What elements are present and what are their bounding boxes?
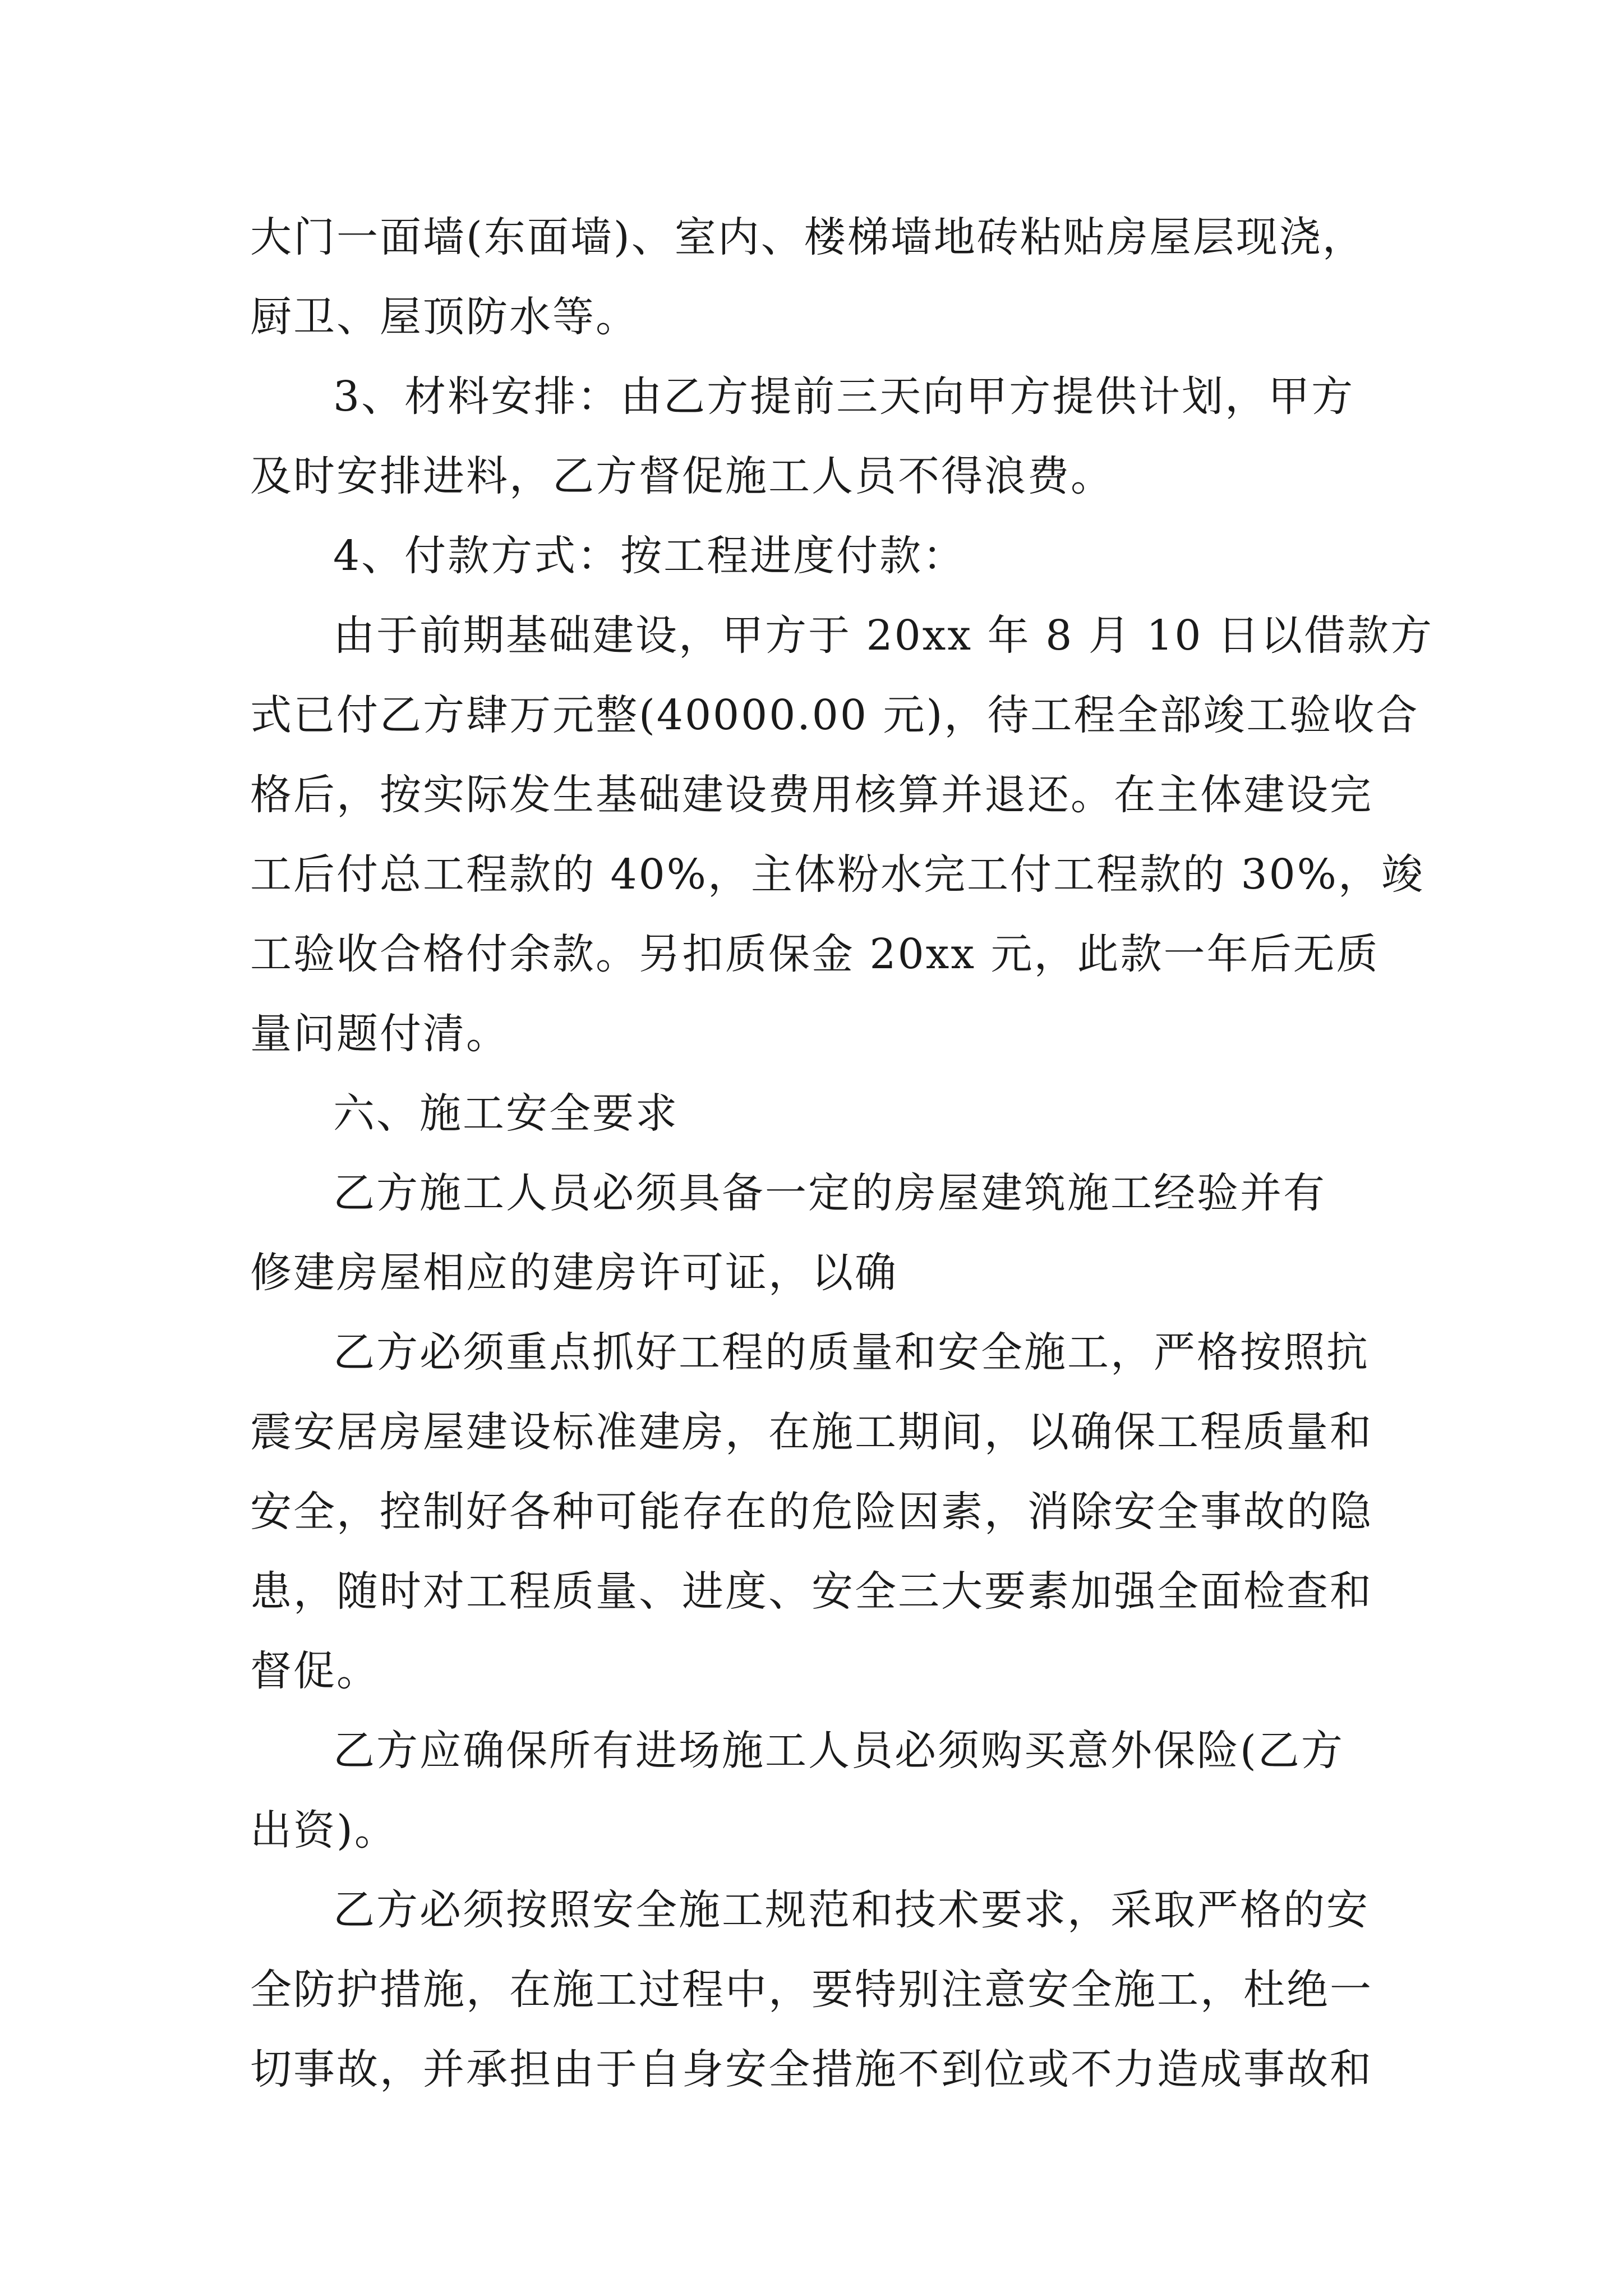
contract-body-text [250, 197, 1434, 2109]
text-line: 患，随时对工程质量、进度、安全三大要素加强全面检查和 [250, 1567, 1373, 1616]
text-line: 及时安排进料，乙方督促施工人员不得浪费。 [250, 452, 1114, 500]
text-line: 4、付款方式：按工程进度付款： [333, 532, 966, 580]
text-line: 乙方施工人员必须具备一定的房屋建筑施工经验并有 [333, 1169, 1326, 1217]
text-line: 乙方必须重点抓好工程的质量和安全施工，严格按照抗 [333, 1328, 1370, 1377]
text-line: 3、材料安排：由乙方提前三天向甲方提供计划，甲方 [333, 372, 1355, 421]
section-heading: 六、施工安全要求 [333, 1089, 679, 1138]
text-line: 乙方应确保所有进场施工人员必须购买意外保险(乙方 [333, 1727, 1344, 1775]
text-line: 乙方必须按照安全施工规范和技术要求，采取严格的安 [333, 1886, 1370, 1934]
text-line: 安全，控制好各种可能存在的危险因素，消除安全事故的隐 [250, 1488, 1373, 1536]
text-line: 大门一面墙(东面墙)、室内、楼梯墙地砖粘贴房屋层现浇， [250, 213, 1366, 261]
text-line: 式已付乙方肆万元整(40000.00 元)，待工程全部竣工验收合 [250, 691, 1419, 739]
text-line: 工验收合格付余款。另扣质保金 20xx 元，此款一年后无质 [250, 930, 1380, 978]
text-line: 切事故，并承担由于自身安全措施不到位或不力造成事故和 [250, 2045, 1373, 2093]
text-line: 由于前期基础建设，甲方于 20xx 年 8 月 10 日以借款方 [333, 611, 1434, 660]
text-line: 出资)。 [250, 1806, 398, 1855]
text-line: 全防护措施，在施工过程中，要特别注意安全施工，杜绝一 [250, 1966, 1373, 2014]
text-line: 量问题付清。 [250, 1010, 509, 1058]
text-line: 震安居房屋建设标准建房，在施工期间，以确保工程质量和 [250, 1408, 1373, 1456]
text-line: 修建房屋相应的建房许可证，以确 [250, 1249, 898, 1297]
text-line: 工后付总工程款的 40%，主体粉水完工付工程款的 30%，竣 [250, 850, 1424, 899]
text-line: 督促。 [250, 1647, 380, 1695]
text-line: 格后，按实际发生基础建设费用核算并退还。在主体建设完 [250, 771, 1373, 819]
text-line: 厨卫、屋顶防水等。 [250, 293, 639, 341]
